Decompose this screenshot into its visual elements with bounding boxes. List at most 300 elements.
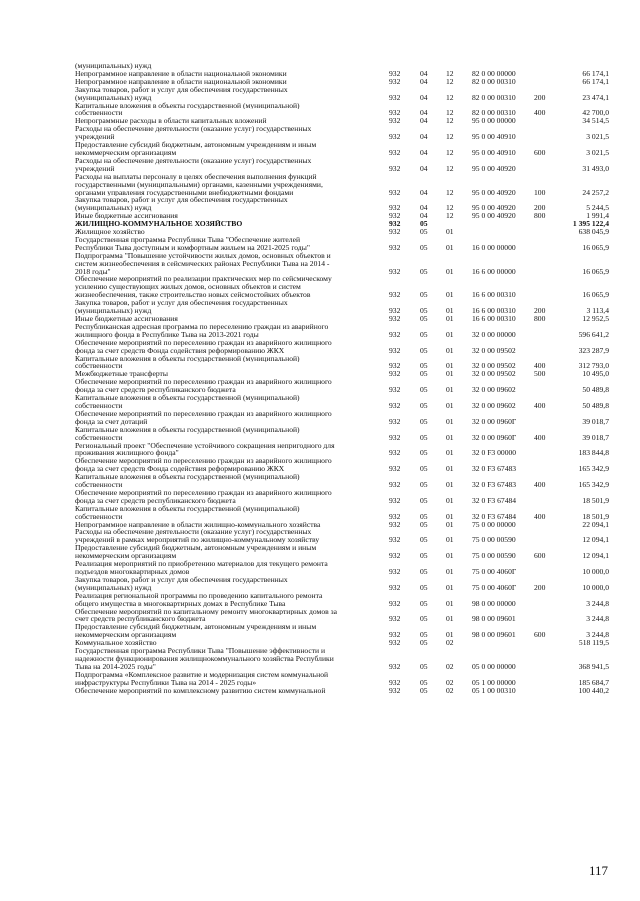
description-line: Жилищное хозяйство: [75, 228, 145, 236]
row-description: [75, 315, 375, 323]
description-line: Расходы на обеспечение деятельности (оказание услуг) государственных: [75, 156, 312, 165]
code-subsection: 01: [446, 416, 454, 426]
table-row: [75, 323, 615, 339]
amount: 39 018,7: [582, 416, 609, 426]
table-row: [75, 426, 615, 442]
code-admin: 932: [389, 400, 401, 410]
description-line: жизнеобеспечения, также строительство новых сейсмостойких объектов: [75, 291, 311, 300]
code-subsection: 12: [446, 92, 454, 102]
description-line: фонда за счет средств республиканского бюджета: [75, 496, 236, 505]
code-admin: 932: [389, 630, 401, 640]
code-target-article: 32 0 F3 00000: [472, 448, 517, 458]
code-admin: 932: [389, 147, 401, 157]
table-row: [75, 505, 615, 521]
description-line: учреждений: [75, 164, 115, 173]
description-line: (муниципальных) нужд: [75, 583, 152, 592]
code-target-article: 32 0 F3 67483: [472, 480, 517, 490]
table-row: [75, 236, 615, 252]
code-section: 04: [420, 76, 428, 86]
table-row: [75, 394, 615, 410]
table-row: [75, 196, 615, 212]
amount: 22 094,1: [582, 519, 609, 529]
code-section: 05: [420, 432, 428, 442]
table-row: [75, 560, 615, 576]
code-subsection: 12: [446, 116, 454, 126]
code-admin: 932: [389, 685, 401, 695]
code-expense-type: 500: [534, 369, 546, 379]
table-row: [75, 473, 615, 489]
code-section: 04: [420, 147, 428, 157]
description-line: Обеспечение мероприятий по переселению граждан из аварийного жилищного: [75, 338, 332, 347]
code-section: 05: [420, 630, 428, 640]
amount: 3 113,4: [586, 306, 609, 316]
row-description: [75, 252, 375, 276]
description-line: Непрограммное направление в области национальной экономики: [75, 69, 287, 78]
code-subsection: 01: [446, 432, 454, 442]
row-description: [75, 339, 375, 355]
description-line: Обеспечение мероприятий по переселению граждан из аварийного жилищного: [75, 488, 332, 497]
description-line: собственности: [75, 433, 123, 442]
table-row: [75, 576, 615, 592]
code-section: 05: [420, 227, 428, 237]
code-expense-type: 600: [534, 630, 546, 640]
code-expense-type: 800: [534, 314, 546, 323]
description-line: Обеспечение мероприятий по переселению граждан из аварийного жилищного: [75, 378, 332, 387]
description-line: некоммерческим организациям: [75, 552, 177, 561]
row-description: [75, 62, 375, 70]
description-line: Подпрограмма "Повышение устойчивости жилых домов, основных объектов и: [75, 251, 331, 260]
code-section: 05: [420, 306, 428, 316]
description-line: Капитальные вложения в объекты государственной (муниципальной): [75, 473, 300, 482]
description-line: (муниципальных) нужд: [75, 307, 152, 315]
code-admin: 932: [389, 92, 401, 102]
code-target-article: 75 0 00 00590: [472, 551, 516, 561]
amount: 50 489,8: [582, 400, 609, 410]
code-target-article: 16 0 00 00000: [472, 242, 516, 252]
table-row: [75, 410, 615, 426]
code-target-article: 98 0 00 09601: [472, 630, 516, 640]
code-target-article: 95 0 00 00000: [472, 116, 516, 126]
row-description: [75, 623, 375, 639]
table-row: [75, 275, 615, 299]
code-subsection: 01: [446, 361, 454, 371]
description-line: Капитальные вложения в объекты государственной (муниципальной): [75, 425, 300, 434]
code-section: 05: [420, 329, 428, 339]
row-description: [75, 394, 375, 410]
row-description: [75, 370, 375, 378]
description-line: собственности: [75, 109, 123, 118]
code-section: 05: [420, 480, 428, 490]
amount: 66 174,1: [582, 76, 609, 86]
code-target-article: 95 0 00 40910: [472, 147, 516, 157]
description-line: (муниципальных) нужд: [75, 62, 152, 70]
row-description: [75, 576, 375, 592]
code-section: 04: [420, 92, 428, 102]
description-line: инфраструктуры Республики Тыва на 2014 - 2025 годы»: [75, 678, 257, 687]
table-row: [75, 102, 615, 118]
code-expense-type: 200: [534, 582, 546, 592]
amount: 165 342,9: [578, 464, 609, 474]
code-target-article: 75 0 00 4060Г: [472, 567, 517, 576]
code-admin: 932: [389, 187, 401, 197]
code-admin: 932: [389, 242, 401, 252]
table-row: [75, 457, 615, 473]
code-admin: 932: [389, 614, 401, 624]
code-section: 05: [420, 290, 428, 300]
row-description: [75, 117, 375, 125]
description-line: Расходы на обеспечение деятельности (оказание услуг) государственных: [75, 125, 312, 134]
code-admin: 932: [389, 116, 401, 126]
amount: 368 941,5: [578, 661, 609, 671]
description-line: Непрограммное направление в области жилищно-коммунального хозяйства: [75, 520, 321, 529]
code-admin: 932: [389, 432, 401, 442]
code-target-article: 32 0 F3 67483: [472, 464, 517, 474]
code-subsection: 01: [446, 266, 454, 276]
description-line: Непрограммные расходы в области капитальных вложений: [75, 117, 267, 126]
code-section: 05: [420, 661, 428, 671]
table-row: [75, 62, 615, 70]
description-line: Государственная программа Республики Тыва "Обеспечение жителей: [75, 235, 301, 244]
amount: 165 342,9: [578, 480, 609, 490]
code-subsection: 01: [446, 385, 454, 395]
description-line: фонда за счет средств Фонда содействия реформированию ЖКХ: [75, 346, 285, 355]
amount: 638 045,9: [578, 227, 609, 237]
amount: 10 000,0: [582, 582, 609, 592]
code-admin: 932: [389, 306, 401, 316]
row-description: [75, 275, 375, 299]
code-subsection: 01: [446, 329, 454, 339]
code-subsection: 12: [446, 203, 454, 213]
code-subsection: 01: [446, 480, 454, 490]
code-section: 04: [420, 187, 428, 197]
description-line: Обеспечение мероприятий по переселению граждан из аварийного жилищного: [75, 457, 332, 466]
row-description: [75, 86, 375, 102]
code-target-article: 32 0 00 09602: [472, 385, 516, 395]
code-admin: 932: [389, 480, 401, 490]
description-line: Непрограммное направление в области национальной экономики: [75, 77, 287, 86]
amount: 3 244,8: [586, 630, 609, 640]
code-expense-type: 400: [534, 400, 546, 410]
row-description: [75, 505, 375, 521]
table-row: [75, 78, 615, 86]
description-line: собственности: [75, 362, 123, 371]
amount: 323 287,9: [578, 345, 609, 355]
table-row: [75, 252, 615, 276]
table-row: [75, 647, 615, 671]
code-subsection: 12: [446, 132, 454, 142]
table-row: [75, 212, 615, 220]
row-description: [75, 457, 375, 473]
row-description: [75, 647, 375, 671]
code-admin: 932: [389, 329, 401, 339]
amount: 3 244,8: [586, 598, 609, 608]
row-description: [75, 220, 375, 228]
code-target-article: 32 0 00 09502: [472, 361, 516, 371]
description-line: проживания жилищного фонда": [75, 449, 179, 458]
code-expense-type: 800: [534, 211, 546, 221]
code-subsection: 01: [446, 519, 454, 529]
code-target-article: 82 0 00 00310: [472, 92, 516, 102]
amount: 23 474,1: [582, 92, 609, 102]
code-section: 05: [420, 614, 428, 624]
amount: 518 119,5: [578, 638, 609, 648]
code-subsection: 01: [446, 306, 454, 316]
description-line: жилищного фонда в Республике Тыва на 2013-2021 годы: [75, 330, 259, 339]
code-target-article: 16 6 00 00310: [472, 306, 516, 316]
description-line: Иные бюджетные ассигнования: [75, 315, 178, 323]
description-line: учреждений в рамках мероприятий по жилищно-коммунальному хозяйству: [75, 536, 320, 545]
code-subsection: 01: [446, 369, 454, 379]
code-target-article: 95 0 00 40920: [472, 203, 516, 213]
table-row: [75, 671, 615, 687]
code-admin: 932: [389, 219, 401, 229]
code-section: 05: [420, 567, 428, 576]
table-row: [75, 623, 615, 639]
description-line: Предоставление субсидий бюджетным, автономным учреждениям и иным: [75, 141, 317, 149]
code-subsection: 02: [446, 661, 454, 671]
description-line: счет средств республиканского бюджета: [75, 615, 206, 624]
code-subsection: 01: [446, 227, 454, 237]
code-section: 05: [420, 219, 428, 229]
table-row: [75, 339, 615, 355]
row-description: [75, 671, 375, 687]
amount: 183 844,8: [578, 448, 609, 458]
description-line: учреждений: [75, 133, 115, 142]
code-admin: 932: [389, 76, 401, 86]
code-subsection: 12: [446, 108, 454, 118]
code-subsection: 12: [446, 68, 454, 78]
code-target-article: 05 1 00 00000: [472, 677, 516, 687]
code-section: 04: [420, 211, 428, 221]
row-description: [75, 608, 375, 624]
code-section: 05: [420, 464, 428, 474]
code-target-article: 82 0 00 00310: [472, 108, 516, 118]
code-target-article: 16 6 00 00310: [472, 314, 516, 323]
table-row: [75, 86, 615, 102]
amount: 16 065,9: [582, 290, 609, 300]
row-description: [75, 687, 375, 695]
code-section: 05: [420, 551, 428, 561]
table-row: [75, 315, 615, 323]
row-description: [75, 410, 375, 426]
amount: 10 495,0: [582, 369, 609, 379]
code-subsection: 01: [446, 290, 454, 300]
code-target-article: 75 0 00 00000: [472, 519, 516, 529]
code-expense-type: 200: [534, 92, 546, 102]
description-line: систем жизнеобеспечения в сейсмических районах Республики Тыва на 2014 -: [75, 259, 330, 268]
code-target-article: 95 0 00 40910: [472, 132, 516, 142]
code-admin: 932: [389, 385, 401, 395]
description-line: Закупка товаров, работ и услуг для обеспечения государственных: [75, 299, 288, 308]
code-admin: 932: [389, 511, 401, 521]
code-subsection: 01: [446, 630, 454, 640]
description-line: Закупка товаров, работ и услуг для обеспечения государственных: [75, 85, 288, 94]
code-subsection: 01: [446, 242, 454, 252]
row-description: [75, 426, 375, 442]
amount: 1 395 122,4: [572, 219, 609, 229]
row-description: [75, 378, 375, 394]
code-target-article: 32 0 F3 67484: [472, 511, 517, 521]
description-line: Реализация региональной программы по проведению капитального ремонта: [75, 591, 323, 600]
code-target-article: 32 0 00 0960Г: [472, 416, 517, 426]
code-subsection: 01: [446, 598, 454, 608]
amount: 50 489,8: [582, 385, 609, 395]
code-expense-type: 400: [534, 361, 546, 371]
code-subsection: 02: [446, 677, 454, 687]
budget-table: [75, 62, 615, 695]
row-description: [75, 70, 375, 78]
table-row: [75, 125, 615, 141]
description-line: Обеспечение мероприятий по комплексному развитию систем коммунальной: [75, 686, 326, 695]
code-admin: 932: [389, 266, 401, 276]
code-target-article: 75 0 00 00590: [472, 535, 516, 545]
description-line: Республики Тыва доступным и комфортным жильем на 2021-2025 годы": [75, 243, 310, 252]
description-line: органами управления государственными внебюджетными фондами: [75, 188, 294, 197]
code-section: 05: [420, 598, 428, 608]
description-line: фонда за счет средств республиканского бюджета: [75, 386, 236, 395]
code-target-article: 32 0 00 09502: [472, 345, 516, 355]
table-row: [75, 592, 615, 608]
table-row: [75, 299, 615, 315]
code-target-article: 75 0 00 4060Г: [472, 582, 517, 592]
amount: 5 244,5: [586, 203, 609, 213]
code-section: 05: [420, 638, 428, 648]
code-subsection: 01: [446, 464, 454, 474]
code-expense-type: 400: [534, 108, 546, 118]
code-subsection: 01: [446, 495, 454, 505]
code-section: 05: [420, 416, 428, 426]
amount: 3 021,5: [586, 132, 609, 142]
table-row: [75, 521, 615, 529]
code-admin: 932: [389, 68, 401, 78]
description-line: собственности: [75, 401, 123, 410]
code-section: 05: [420, 685, 428, 695]
row-description: [75, 236, 375, 252]
description-line: Капитальные вложения в объекты государственной (муниципальной): [75, 354, 300, 363]
code-section: 05: [420, 385, 428, 395]
code-section: 05: [420, 266, 428, 276]
code-admin: 932: [389, 535, 401, 545]
amount: 16 065,9: [582, 242, 609, 252]
code-section: 05: [420, 448, 428, 458]
row-description: [75, 173, 375, 197]
amount: 18 501,9: [582, 511, 609, 521]
code-subsection: 01: [446, 345, 454, 355]
row-description: [75, 102, 375, 118]
amount: 100 440,2: [578, 685, 609, 695]
row-description: [75, 521, 375, 529]
code-admin: 932: [389, 495, 401, 505]
code-section: 04: [420, 116, 428, 126]
code-subsection: 01: [446, 567, 454, 576]
amount: 24 257,2: [582, 187, 609, 197]
code-target-article: 95 0 00 40920: [472, 211, 516, 221]
row-description: [75, 639, 375, 647]
description-line: государственными (муниципальными) органами, казенными учреждениями,: [75, 180, 323, 189]
amount: 12 094,1: [582, 535, 609, 545]
description-line: некоммерческим организациям: [75, 631, 177, 640]
code-target-article: 98 0 00 09601: [472, 614, 516, 624]
description-line: общего имущества в многоквартирных домах в Республике Тыва: [75, 599, 286, 608]
description-line: некоммерческим организациям: [75, 148, 177, 157]
table-row: [75, 608, 615, 624]
code-expense-type: 600: [534, 147, 546, 157]
code-subsection: 12: [446, 76, 454, 86]
table-row: [75, 220, 615, 228]
table-row: [75, 157, 615, 173]
row-description: [75, 323, 375, 339]
amount: 312 793,0: [578, 361, 609, 371]
row-description: [75, 489, 375, 505]
code-admin: 932: [389, 464, 401, 474]
page-number: 117: [588, 863, 608, 878]
table-row: [75, 544, 615, 560]
code-target-article: 32 0 00 09602: [472, 400, 516, 410]
code-section: 05: [420, 495, 428, 505]
table-row: [75, 378, 615, 394]
code-subsection: 01: [446, 314, 454, 323]
row-description: [75, 78, 375, 86]
code-expense-type: 200: [534, 306, 546, 316]
code-admin: 932: [389, 582, 401, 592]
code-section: 05: [420, 314, 428, 323]
amount: 39 018,7: [582, 432, 609, 442]
code-subsection: 02: [446, 685, 454, 695]
table-row: [75, 355, 615, 371]
table-row: [75, 70, 615, 78]
table-row: [75, 639, 615, 647]
amount: 31 493,0: [582, 163, 609, 173]
code-admin: 932: [389, 314, 401, 323]
code-section: 05: [420, 582, 428, 592]
code-admin: 932: [389, 416, 401, 426]
description-line: Обеспечение мероприятий по реализации практических мер по сейсмическому: [75, 275, 332, 284]
code-section: 05: [420, 242, 428, 252]
description-line: Государственная программа Республики Тыва "Повышение эффективности и: [75, 647, 326, 655]
code-section: 04: [420, 203, 428, 213]
row-description: [75, 299, 375, 315]
code-section: 04: [420, 68, 428, 78]
description-line: Капитальные вложения в объекты государственной (муниципальной): [75, 394, 300, 402]
description-line: усилению существующих жилых домов, основных объектов и систем: [75, 283, 301, 292]
table-row: [75, 117, 615, 125]
code-section: 05: [420, 535, 428, 545]
row-description: [75, 560, 375, 576]
row-description: [75, 544, 375, 560]
code-subsection: 01: [446, 448, 454, 458]
code-subsection: 12: [446, 187, 454, 197]
description-line: фонда за счет средств Фонда содействия реформированию ЖКХ: [75, 465, 285, 474]
code-admin: 932: [389, 345, 401, 355]
row-description: [75, 442, 375, 458]
description-line: Закупка товаров, работ и услуг для обеспечения государственных: [75, 575, 288, 584]
table-row: [75, 528, 615, 544]
code-expense-type: 600: [534, 551, 546, 561]
description-line: Закупка товаров, работ и услуг для обеспечения государственных: [75, 196, 288, 205]
code-target-article: 05 1 00 00310: [472, 685, 516, 695]
code-section: 05: [420, 369, 428, 379]
description-line: Подпрограмма «Комплексное развитие и модернизация систем коммунальной: [75, 670, 329, 679]
description-line: фонда за счет дотаций: [75, 417, 148, 426]
code-admin: 932: [389, 163, 401, 173]
description-line: Региональный проект "Обеспечение устойчивого сокращения непригодного для: [75, 441, 335, 450]
code-admin: 932: [389, 290, 401, 300]
amount: 12 952,5: [582, 314, 609, 323]
code-target-article: 32 0 00 09502: [472, 369, 516, 379]
code-target-article: 95 0 00 40920: [472, 187, 516, 197]
code-admin: 932: [389, 551, 401, 561]
code-section: 05: [420, 400, 428, 410]
